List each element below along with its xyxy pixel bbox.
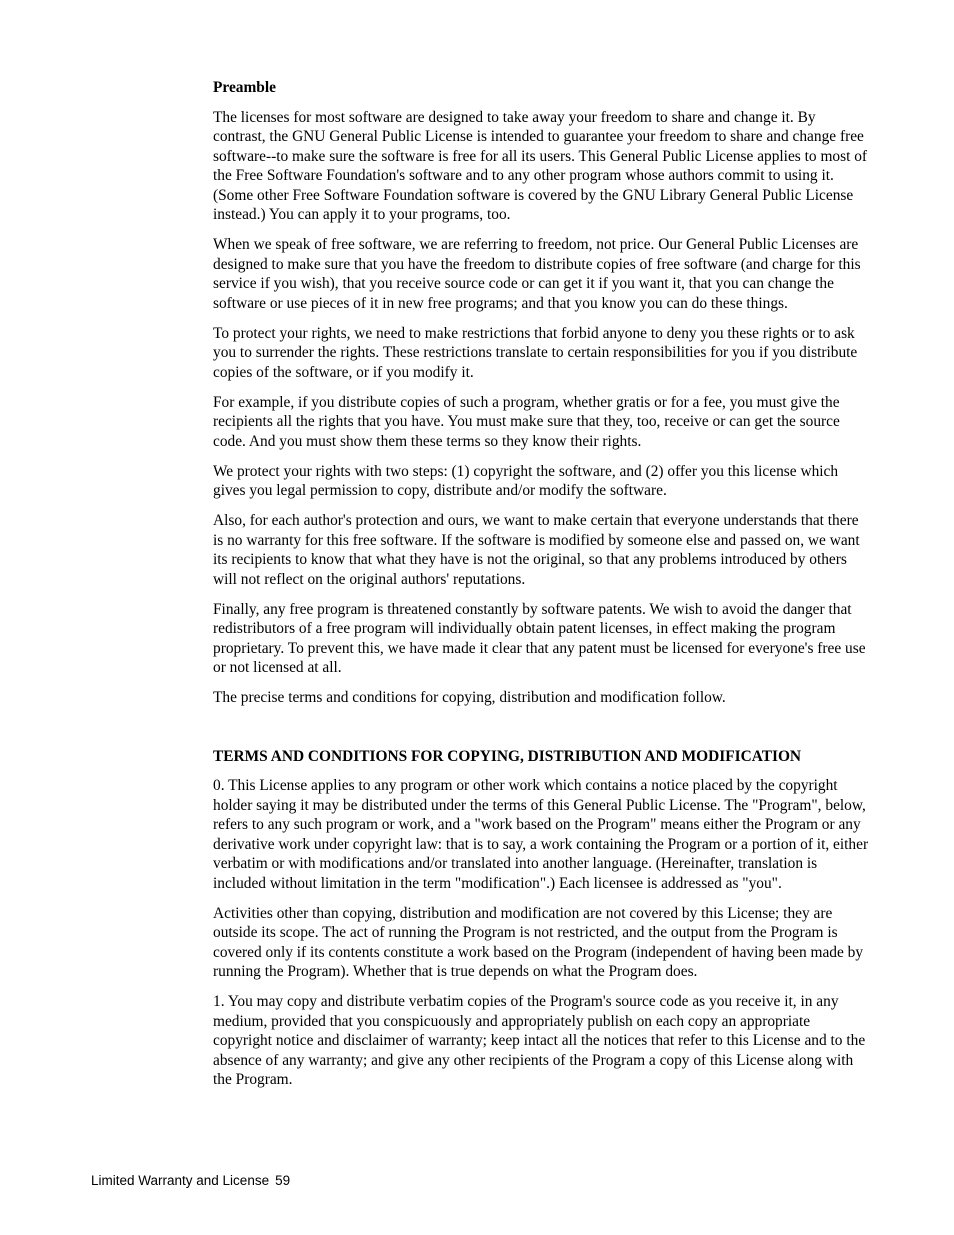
terms-paragraph: 1. You may copy and distribute verbatim copies of the Program's source code as you receive it, in any medium, provided that you conspicuously and appropriately publish on each copy an appropriate copyright notice and disclaimer of warranty; keep intact all the notices that refer to this License and to the absence of any warranty; and give any other recipients of the Program a copy of this License along with the Program. <box>213 993 866 1088</box>
page-footer <box>91 1173 290 1188</box>
preamble-paragraph: For example, if you distribute copies of such a program, whether gratis or for a fee, you must give the recipients all the rights that you have. You must make sure that they, too, receive or can get the source code. And you must show them these terms so they know their rights. <box>213 393 840 450</box>
preamble-paragraph: Finally, any free program is threatened constantly by software patents. We wish to avoid the danger that redistributors of a free program will individually obtain patent licenses, in effect making the program proprietary. To prevent this, we have made it clear that any patent must be licensed for everyone's free use or not licensed at all. <box>213 600 866 676</box>
preamble-heading: Preamble <box>213 79 276 96</box>
page-body <box>213 78 869 1100</box>
preamble-paragraph: When we speak of free software, we are referring to freedom, not price. Our General Public Licenses are designed to make sure that you have the freedom to distribute copies of free software (and charge for this service if you wish), that you receive source code or can get it if you want it, that you can change the software or use pieces of it in new free programs; and that you know you can do these things. <box>213 236 861 312</box>
preamble-paragraph: We protect your rights with two steps: (1) copyright the software, and (2) offer you this license which gives you legal permission to copy, distribute and/or modify the software. <box>213 462 839 499</box>
footer-section-title: Limited Warranty and License <box>91 1173 270 1188</box>
preamble-paragraph: To protect your rights, we need to make restrictions that forbid anyone to deny you these rights or to ask you to surrender the rights. These restrictions translate to certain responsibilities for you if you distribute copies of the software, or if you modify it. <box>213 324 858 381</box>
terms-heading: TERMS AND CONDITIONS FOR COPYING, DISTRIBUTION AND MODIFICATION <box>213 747 802 765</box>
terms-paragraph: Activities other than copying, distribution and modification are not covered by this License; they are outside its scope. The act of running the Program is not restricted, and the output from the Program is covered only if its contents constitute a work based on the Program (independent of having been made by running the Program). Whether that is true depends on what the Program does. <box>213 904 864 980</box>
page-number: 59 <box>275 1173 291 1188</box>
terms-paragraph: 0. This License applies to any program or other work which contains a notice placed by the copyright holder saying it may be distributed under the terms of this General Public License. The "Program", below, refers to any such program or work, and a "work based on the Program" means either the Program or any derivative work under copyright law: that is to say, a work containing the Program or a portion of it, either verbatim or with modifications and/or translated into another language. (Hereinafter, translation is included without limitation in the term "modification".) Each licensee is addressed as "you". <box>213 777 869 892</box>
preamble-paragraph: The licenses for most software are designed to take away your freedom to share and change it. By contrast, the GNU General Public License is intended to guarantee your freedom to share and change free software--to make sure the software is free for all its users. This General Public License applies to most of the Free Software Foundation's software and to any other program whose authors commit to using it. (Some other Free Software Foundation software is covered by the GNU Library General Public License instead.) You can apply it to your programs, too. <box>213 108 868 223</box>
preamble-paragraph: The precise terms and conditions for copying, distribution and modification follow. <box>213 689 726 706</box>
preamble-paragraph: Also, for each author's protection and ours, we want to make certain that everyone understands that there is no warranty for this free software. If the software is modified by someone else and passed on, we want its recipients to know that what they have is not the original, so that any problems introduced by others will not reflect on the original authors' reputations. <box>213 512 860 588</box>
